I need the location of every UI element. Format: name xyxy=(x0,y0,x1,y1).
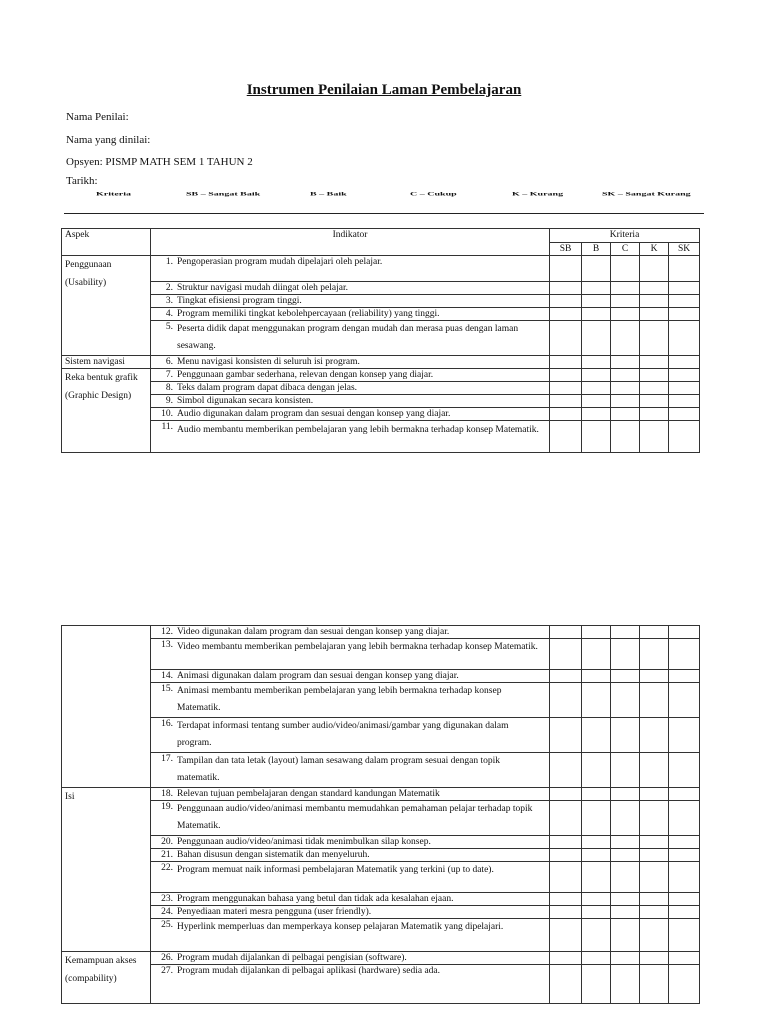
rating-cell[interactable] xyxy=(582,952,611,965)
rating-cell[interactable] xyxy=(611,282,640,295)
table-row xyxy=(62,670,700,683)
item-number: 15. xyxy=(161,684,173,694)
rating-cell[interactable] xyxy=(611,369,640,382)
rating-cell[interactable] xyxy=(640,626,669,639)
rating-cell[interactable] xyxy=(669,308,700,321)
item-text: Struktur navigasi mudah diingat oleh pelajar. xyxy=(177,283,348,293)
table-row xyxy=(62,836,700,849)
rating-cell[interactable] xyxy=(611,256,640,282)
item-number: 3. xyxy=(165,296,173,306)
item-text: Peserta didik dapat menggunakan program dengan mudah dan merasa puas dengan laman sesawang. xyxy=(177,324,519,351)
rating-cell[interactable] xyxy=(550,639,582,670)
rating-cell[interactable] xyxy=(550,893,582,906)
rating-cell[interactable] xyxy=(550,753,582,788)
item-text: Animasi membantu memberikan pembelajaran yang lebih bermakna terhadap konsep Matematik. xyxy=(177,686,502,713)
rating-cell[interactable] xyxy=(611,753,640,788)
rating-cell[interactable] xyxy=(640,382,669,395)
option-label: Opsyen: PISMP MATH SEM 1 TAHUN 2 xyxy=(66,156,253,168)
rating-cell[interactable] xyxy=(582,670,611,683)
item-text: Video digunakan dalam program dan sesuai dengan konsep yang diajar. xyxy=(177,627,450,637)
rating-cell[interactable] xyxy=(550,919,582,952)
rating-cell[interactable] xyxy=(582,788,611,801)
rating-cell[interactable] xyxy=(582,919,611,952)
rating-cell[interactable] xyxy=(640,408,669,421)
item-text: Audio membantu memberikan pembelajaran yang lebih bermakna terhadap konsep Matematik. xyxy=(177,425,539,435)
rating-cell[interactable] xyxy=(669,356,700,369)
rating-cell[interactable] xyxy=(611,356,640,369)
item-text: Tingkat efisiensi program tinggi. xyxy=(177,296,302,306)
item-number: 27. xyxy=(161,966,173,976)
rating-cell[interactable] xyxy=(640,395,669,408)
item-text: Video membantu memberikan pembelajaran yang lebih bermakna terhadap konsep Matematik. xyxy=(177,642,538,652)
rating-cell[interactable] xyxy=(582,282,611,295)
rating-cell[interactable] xyxy=(669,408,700,421)
rating-cell[interactable] xyxy=(669,788,700,801)
rating-cell[interactable] xyxy=(611,718,640,753)
evaluator-name-label: Nama Penilai: xyxy=(66,111,129,123)
item-number: 17. xyxy=(161,754,173,764)
table-row xyxy=(62,849,700,862)
item-text: Audio digunakan dalam program dan sesuai dengan konsep yang diajar. xyxy=(177,409,451,419)
item-number: 7. xyxy=(165,370,173,380)
rating-cell[interactable] xyxy=(582,801,611,836)
item-number: 19. xyxy=(161,802,173,812)
item-text: Tampilan dan tata letak (layout) laman sesawang dalam program sesuai dengan topik matematik. xyxy=(177,756,501,783)
rating-cell[interactable] xyxy=(582,639,611,670)
rating-cell[interactable] xyxy=(582,965,611,1004)
item-text: Program memiliki tingkat kebolehpercayaan (reliability) yang tinggi. xyxy=(177,309,440,319)
item-text: Program menggunakan bahasa yang betul dan tidak ada kesalahan ejaan. xyxy=(177,894,454,904)
rating-cell[interactable] xyxy=(640,849,669,862)
rating-cell[interactable] xyxy=(669,295,700,308)
rating-cell[interactable] xyxy=(611,862,640,893)
rating-cell[interactable] xyxy=(550,626,582,639)
rating-cell[interactable] xyxy=(611,321,640,356)
rating-cell[interactable] xyxy=(550,308,582,321)
rating-cell[interactable] xyxy=(669,369,700,382)
item-number: 26. xyxy=(161,953,173,963)
item-text: Program mudah dijalankan di pelbagai aplikasi (hardware) sedia ada. xyxy=(177,966,440,976)
rating-cell[interactable] xyxy=(611,965,640,1004)
item-number: 12. xyxy=(161,627,173,637)
rating-cell[interactable] xyxy=(611,788,640,801)
rating-cell[interactable] xyxy=(669,919,700,952)
rating-cell[interactable] xyxy=(669,753,700,788)
rating-cell[interactable] xyxy=(669,965,700,1004)
table-row xyxy=(62,382,700,395)
header-b: B xyxy=(582,243,611,256)
item-number: 16. xyxy=(161,719,173,729)
rating-cell[interactable] xyxy=(669,256,700,282)
table-row xyxy=(62,421,700,453)
rating-cell[interactable] xyxy=(640,683,669,718)
rating-cell[interactable] xyxy=(582,356,611,369)
header-aspect: Aspek xyxy=(62,229,151,256)
rating-cell[interactable] xyxy=(669,382,700,395)
rating-cell[interactable] xyxy=(550,256,582,282)
rating-cell[interactable] xyxy=(640,282,669,295)
rating-cell[interactable] xyxy=(582,295,611,308)
rating-cell[interactable] xyxy=(550,952,582,965)
table-header-row xyxy=(62,229,700,243)
rating-cell[interactable] xyxy=(611,836,640,849)
rating-cell[interactable] xyxy=(582,893,611,906)
assessment-table-page-2 xyxy=(61,625,700,1004)
table-row xyxy=(62,788,700,801)
aspect-content: Isi xyxy=(62,788,151,952)
page-title: Instrumen Penilaian Laman Pembelajaran xyxy=(246,82,522,98)
scale-sk: SK – Sangat Kurang xyxy=(602,191,691,198)
rating-cell[interactable] xyxy=(669,862,700,893)
scale-k: K – Kurang xyxy=(512,191,564,198)
table-row xyxy=(62,683,700,718)
item-number: 14. xyxy=(161,671,173,681)
rating-cell[interactable] xyxy=(550,382,582,395)
rating-cell[interactable] xyxy=(611,382,640,395)
item-text: Simbol digunakan secara konsisten. xyxy=(177,396,314,406)
rating-cell[interactable] xyxy=(582,626,611,639)
item-text: Terdapat informasi tentang sumber audio/video/animasi/gambar yang digunakan dalam program. xyxy=(177,721,509,748)
item-number: 2. xyxy=(165,283,173,293)
rating-scale-legend xyxy=(96,191,696,205)
table-row xyxy=(62,919,700,952)
date-label: Tarikh: xyxy=(66,175,98,187)
rating-cell[interactable] xyxy=(669,282,700,295)
scale-sb: SB – Sangat Baik xyxy=(186,191,261,198)
rating-cell[interactable] xyxy=(669,849,700,862)
table-row xyxy=(62,395,700,408)
rating-cell[interactable] xyxy=(550,282,582,295)
rating-cell[interactable] xyxy=(582,308,611,321)
table-row xyxy=(62,626,700,639)
rating-cell[interactable] xyxy=(550,295,582,308)
item-text: Teks dalam program dapat dibaca dengan jelas. xyxy=(177,383,358,393)
rating-cell[interactable] xyxy=(640,421,669,453)
item-text: Bahan disusun dengan sistematik dan menyeluruh. xyxy=(177,850,370,860)
aspect-continued xyxy=(62,626,151,788)
rating-cell[interactable] xyxy=(550,836,582,849)
rating-cell[interactable] xyxy=(550,356,582,369)
table-row xyxy=(62,753,700,788)
rating-cell[interactable] xyxy=(550,369,582,382)
table-row xyxy=(62,308,700,321)
rating-cell[interactable] xyxy=(640,862,669,893)
item-number: 18. xyxy=(161,789,173,799)
rating-cell[interactable] xyxy=(550,395,582,408)
rating-cell[interactable] xyxy=(669,801,700,836)
item-text: Program mudah dijalankan di pelbagai pengisian (software). xyxy=(177,953,407,963)
rating-cell[interactable] xyxy=(640,670,669,683)
rating-cell[interactable] xyxy=(640,952,669,965)
header-c: C xyxy=(611,243,640,256)
rating-cell[interactable] xyxy=(582,408,611,421)
item-text: Animasi digunakan dalam program dan sesuai dengan konsep yang diajar. xyxy=(177,671,459,681)
rating-cell[interactable] xyxy=(611,919,640,952)
scale-criteria: Kriteria xyxy=(96,191,131,198)
rating-cell[interactable] xyxy=(611,952,640,965)
evaluated-name-label: Nama yang dinilai: xyxy=(66,134,151,146)
rating-cell[interactable] xyxy=(582,862,611,893)
rating-cell[interactable] xyxy=(640,718,669,753)
rating-cell[interactable] xyxy=(640,356,669,369)
rating-cell[interactable] xyxy=(640,321,669,356)
rating-cell[interactable] xyxy=(640,308,669,321)
item-number: 25. xyxy=(161,920,173,930)
rating-cell[interactable] xyxy=(669,683,700,718)
table-row xyxy=(62,282,700,295)
rating-cell[interactable] xyxy=(582,753,611,788)
rating-cell[interactable] xyxy=(640,801,669,836)
header-rule xyxy=(64,213,704,214)
rating-cell[interactable] xyxy=(582,395,611,408)
table-row xyxy=(62,369,700,382)
rating-cell[interactable] xyxy=(669,626,700,639)
rating-cell[interactable] xyxy=(640,753,669,788)
rating-cell[interactable] xyxy=(550,670,582,683)
item-number: 1. xyxy=(165,257,173,267)
rating-cell[interactable] xyxy=(640,295,669,308)
rating-cell[interactable] xyxy=(550,788,582,801)
item-number: 5. xyxy=(165,322,173,332)
header-criteria: Kriteria xyxy=(550,229,700,243)
rating-cell[interactable] xyxy=(669,639,700,670)
item-number: 10. xyxy=(161,409,173,419)
header-sb: SB xyxy=(550,243,582,256)
rating-cell[interactable] xyxy=(582,836,611,849)
item-text: Penggunaan audio/video/animasi membantu memudahkan pemahaman pelajar terhadap topik Matematik. xyxy=(177,804,533,831)
rating-cell[interactable] xyxy=(550,862,582,893)
rating-cell[interactable] xyxy=(611,408,640,421)
aspect-usability: Penggunaan (Usability) xyxy=(62,256,151,356)
header-indicator: Indikator xyxy=(151,229,550,256)
rating-cell[interactable] xyxy=(550,683,582,718)
rating-cell[interactable] xyxy=(669,321,700,356)
rating-cell[interactable] xyxy=(669,952,700,965)
rating-cell[interactable] xyxy=(669,395,700,408)
rating-cell[interactable] xyxy=(611,893,640,906)
rating-cell[interactable] xyxy=(582,382,611,395)
rating-cell[interactable] xyxy=(550,408,582,421)
rating-cell[interactable] xyxy=(640,639,669,670)
rating-cell[interactable] xyxy=(550,801,582,836)
table-row xyxy=(62,295,700,308)
rating-cell[interactable] xyxy=(550,849,582,862)
table-row xyxy=(62,965,700,1004)
rating-cell[interactable] xyxy=(611,626,640,639)
rating-cell[interactable] xyxy=(640,965,669,1004)
item-number: 24. xyxy=(161,907,173,917)
rating-cell[interactable] xyxy=(582,421,611,453)
rating-cell[interactable] xyxy=(640,906,669,919)
rating-cell[interactable] xyxy=(669,836,700,849)
table-row xyxy=(62,639,700,670)
item-text: Penyediaan materi mesra pengguna (user friendly). xyxy=(177,907,372,917)
rating-cell[interactable] xyxy=(640,369,669,382)
rating-cell[interactable] xyxy=(582,321,611,356)
rating-cell[interactable] xyxy=(611,801,640,836)
scale-b: B – Baik xyxy=(310,191,347,198)
rating-cell[interactable] xyxy=(640,836,669,849)
rating-cell[interactable] xyxy=(611,906,640,919)
item-number: 21. xyxy=(161,850,173,860)
item-text: Hyperlink memperluas dan memperkaya konsep pelajaran Matematik yang dipelajari. xyxy=(177,922,504,932)
rating-cell[interactable] xyxy=(611,295,640,308)
table-row xyxy=(62,356,700,369)
item-number: 23. xyxy=(161,894,173,904)
item-number: 13. xyxy=(161,640,173,650)
rating-cell[interactable] xyxy=(582,369,611,382)
assessment-table-page-1 xyxy=(61,228,700,453)
item-number: 20. xyxy=(161,837,173,847)
rating-cell[interactable] xyxy=(550,906,582,919)
item-text: Penggunaan gambar sederhana, relevan dengan konsep yang diajar. xyxy=(177,370,434,380)
table-row xyxy=(62,801,700,836)
item-number: 9. xyxy=(165,396,173,406)
rating-cell[interactable] xyxy=(640,893,669,906)
rating-cell[interactable] xyxy=(669,421,700,453)
rating-cell[interactable] xyxy=(669,893,700,906)
table-row xyxy=(62,893,700,906)
rating-cell[interactable] xyxy=(611,670,640,683)
rating-cell[interactable] xyxy=(611,849,640,862)
aspect-navigation: Sistem navigasi xyxy=(62,356,151,369)
table-row xyxy=(62,408,700,421)
scale-c: C – Cukup xyxy=(410,191,457,198)
table-row xyxy=(62,256,700,282)
rating-cell[interactable] xyxy=(550,965,582,1004)
item-number: 8. xyxy=(165,383,173,393)
rating-cell[interactable] xyxy=(640,256,669,282)
table-row xyxy=(62,906,700,919)
rating-cell[interactable] xyxy=(550,718,582,753)
rating-cell[interactable] xyxy=(669,718,700,753)
rating-cell[interactable] xyxy=(669,906,700,919)
rating-cell[interactable] xyxy=(611,308,640,321)
item-text: Program memuat naik informasi pembelajaran Matematik yang terkini (up to date). xyxy=(177,865,494,875)
item-text: Penggunaan audio/video/animasi tidak menimbulkan silap konsep. xyxy=(177,837,431,847)
item-number: 11. xyxy=(161,422,173,432)
header-sk: SK xyxy=(669,243,700,256)
rating-cell[interactable] xyxy=(611,421,640,453)
rating-cell[interactable] xyxy=(640,788,669,801)
rating-cell[interactable] xyxy=(640,919,669,952)
header-k: K xyxy=(640,243,669,256)
rating-cell[interactable] xyxy=(550,321,582,356)
item-text: Pengoperasian program mudah dipelajari oleh pelajar. xyxy=(177,257,383,267)
rating-cell[interactable] xyxy=(611,639,640,670)
rating-cell[interactable] xyxy=(611,395,640,408)
item-number: 6. xyxy=(165,357,173,367)
aspect-graphic-design: Reka bentuk grafik (Graphic Design) xyxy=(62,369,151,453)
table-row xyxy=(62,862,700,893)
rating-cell[interactable] xyxy=(582,906,611,919)
rating-cell[interactable] xyxy=(611,683,640,718)
item-text: Relevan tujuan pembelajaran dengan standard kandungan Matematik xyxy=(177,789,440,799)
rating-cell[interactable] xyxy=(582,683,611,718)
item-number: 4. xyxy=(165,309,173,319)
item-text: Menu navigasi konsisten di seluruh isi program. xyxy=(177,357,360,367)
aspect-access: Kemampuan akses (compability) xyxy=(62,952,151,1004)
rating-cell[interactable] xyxy=(582,256,611,282)
rating-cell[interactable] xyxy=(669,670,700,683)
table-row xyxy=(62,718,700,753)
table-row xyxy=(62,321,700,356)
rating-cell[interactable] xyxy=(550,421,582,453)
rating-cell[interactable] xyxy=(582,718,611,753)
table-row xyxy=(62,952,700,965)
item-number: 22. xyxy=(161,863,173,873)
rating-cell[interactable] xyxy=(582,849,611,862)
